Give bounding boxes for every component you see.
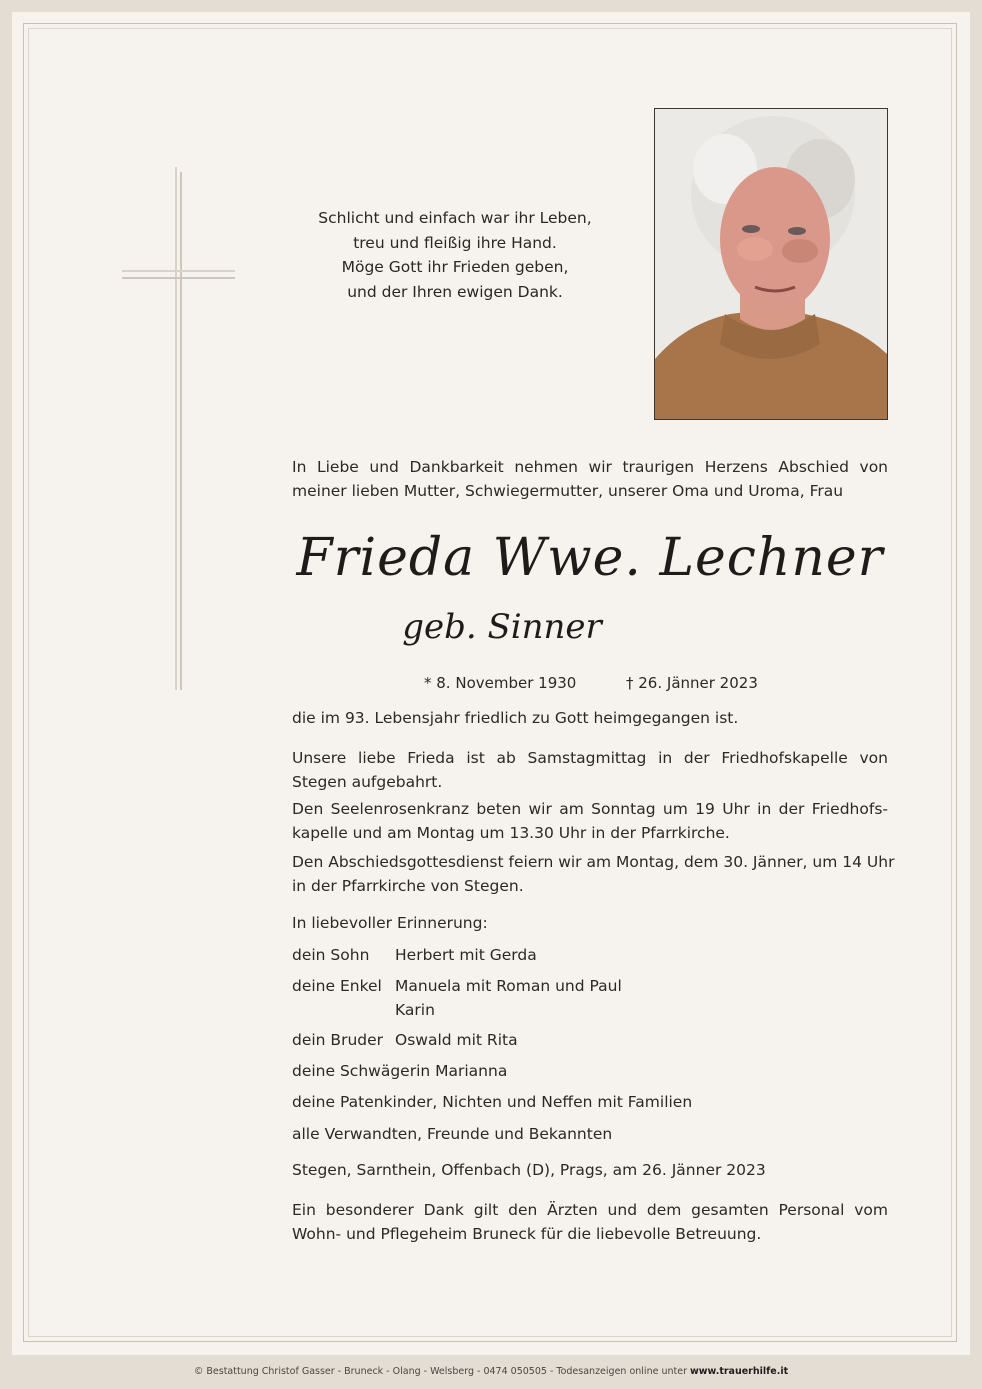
remembrance-heading: In liebevoller Erinnerung: (292, 914, 488, 932)
family-grandchildren-1: Manuela mit Roman und Paul (395, 977, 622, 995)
age-line: die im 93. Lebensjahr friedlich zu Gott heimgegangen ist. (292, 709, 739, 727)
footer-text: © Bestattung Christof Gasser - Bruneck - Olang - Welsberg - 0474 050505 - Todesanzeigen online unter (193, 1366, 687, 1377)
family-label-brother: dein Bruder (292, 1031, 384, 1049)
paragraph-viewing: Unsere liebe Frieda ist ab Samstagmittag in der Friedhofskapelle von Stegen aufgebahrt. (292, 749, 888, 791)
family-grandchildren-2: Karin (395, 1001, 435, 1019)
family-godchildren: deine Patenkinder, Nichten und Neffen mit Familien (292, 1093, 693, 1111)
place-date: Stegen, Sarnthein, Offenbach (D), Prags, am 26. Jänner 2023 (292, 1161, 766, 1179)
family-brother: Oswald mit Rita (395, 1031, 518, 1049)
portrait-photo (654, 108, 888, 420)
poem-line: Möge Gott ihr Frieden geben, (341, 258, 569, 276)
death-date: † 26. Jänner 2023 (626, 674, 758, 692)
deceased-name: Frieda Wwe. Lechner (296, 528, 884, 588)
footer-link[interactable]: www.trauerhilfe.it (690, 1366, 789, 1377)
poem-line: und der Ihren ewigen Dank. (347, 282, 563, 301)
intro-text (292, 455, 888, 503)
footer (0, 1366, 982, 1377)
paragraph-rosary: Den Seelenrosenkranz beten wir am Sonntag um 19 Uhr in der Friedhofs- kapelle und am Montag um 13.30 Uhr in der Pfarrkirche. (292, 800, 888, 842)
poem-line: Schlicht und einfach war ihr Leben, (318, 209, 592, 227)
family-relatives: alle Verwandten, Freunde und Bekannten (292, 1125, 613, 1143)
memorial-poem (280, 206, 630, 304)
poem-line: treu und fleißig ihre Hand. (353, 233, 557, 252)
thanks-text: Ein besonderer Dank gilt den Ärzten und dem gesamten Personal vom Wohn- und Pflegeheim Bruneck für die liebevolle Betreuung. (292, 1201, 888, 1243)
intro-line: meiner lieben Mutter, Schwiegermutter, unserer Oma und Uroma, Frau (292, 482, 844, 500)
maiden-name: geb. Sinner (402, 607, 602, 647)
birth-date: * 8. November 1930 (424, 674, 577, 692)
family-label-son: dein Sohn (292, 946, 370, 964)
paragraph-service: Den Abschiedsgottesdienst feiern wir am Montag, dem 30. Jänner, um 14 Uhr in der Pfarrkirche von Stegen. (292, 853, 895, 895)
intro-line: In Liebe und Dankbarkeit nehmen wir traurigen Herzens Abschied von (292, 458, 888, 476)
family-sister-in-law: deine Schwägerin Marianna (292, 1062, 508, 1080)
family-son: Herbert mit Gerda (395, 946, 537, 964)
family-label-grandchildren: deine Enkel (292, 977, 382, 995)
